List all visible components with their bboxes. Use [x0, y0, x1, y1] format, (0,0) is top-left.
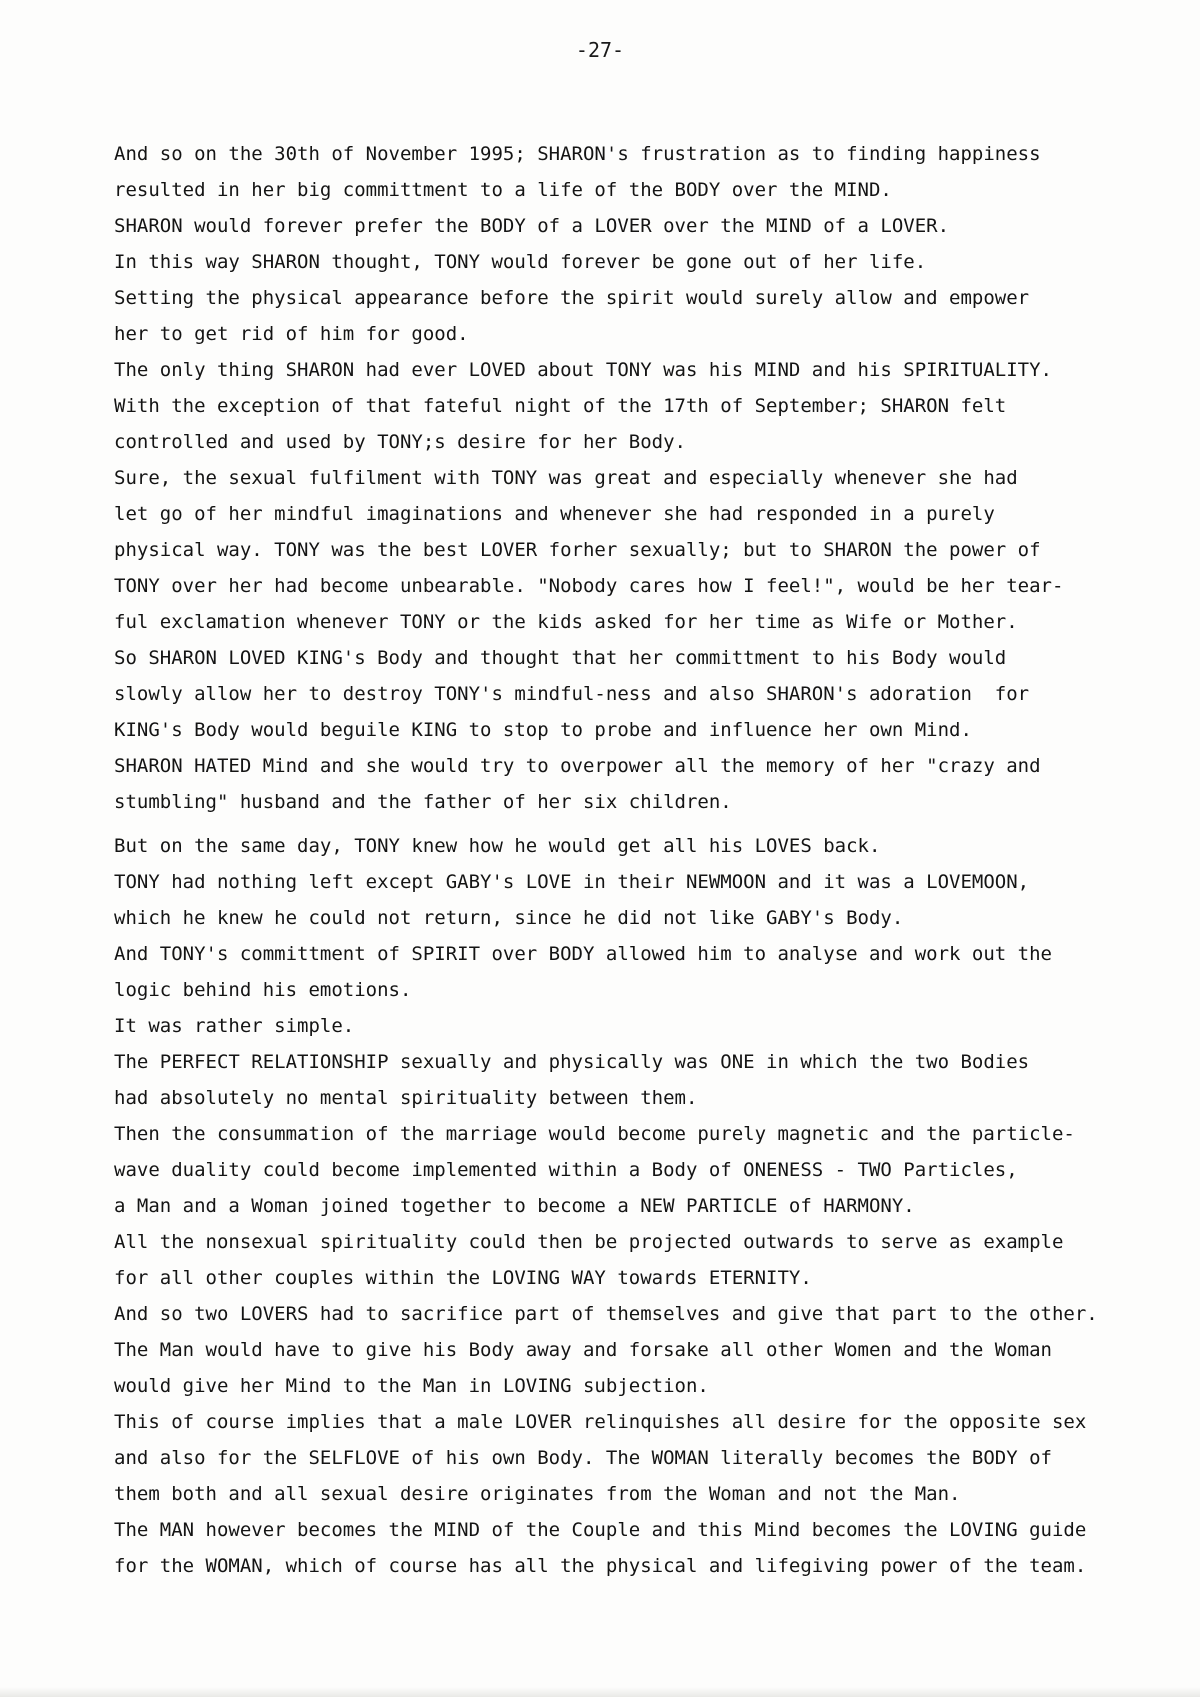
text-line: KING's Body would beguile KING to stop to probe and influence her own Mind. [114, 719, 972, 741]
text-line: for the WOMAN, which of course has all the physical and lifegiving power of the team. [114, 1555, 1087, 1577]
text-line: SHARON HATED Mind and she would try to overpower all the memory of her "crazy and [114, 755, 1041, 777]
text-line: would give her Mind to the Man in LOVING subjection. [114, 1375, 709, 1397]
text-line: ful exclamation whenever TONY or the kids asked for her time as Wife or Mother. [114, 611, 1018, 633]
text-line: controlled and used by TONY;s desire for her Body. [114, 431, 686, 453]
text-line: stumbling" husband and the father of her six children. [114, 791, 732, 813]
text-line: TONY over her had become unbearable. "Nobody cares how I feel!", would be her tear- [114, 575, 1064, 597]
text-line: And so on the 30th of November 1995; SHARON's frustration as to finding happiness [114, 143, 1041, 165]
text-line: And so two LOVERS had to sacrifice part of themselves and give that part to the other. [114, 1303, 1098, 1325]
text-line: which he knew he could not return, since he did not like GABY's Body. [114, 907, 904, 929]
text-line: This of course implies that a male LOVER relinquishes all desire for the opposite sex [114, 1411, 1087, 1433]
text-line: All the nonsexual spirituality could then be projected outwards to serve as example [114, 1231, 1064, 1253]
text-line: them both and all sexual desire originates from the Woman and not the Man. [114, 1483, 961, 1505]
body-text [114, 136, 1194, 1584]
text-line: Then the consummation of the marriage would become purely magnetic and the particle- [114, 1123, 1075, 1145]
text-line: TONY had nothing left except GABY's LOVE in their NEWMOON and it was a LOVEMOON, [114, 871, 1030, 893]
text-line: In this way SHARON thought, TONY would forever be gone out of her life. [114, 251, 927, 273]
text-line: let go of her mindful imaginations and whenever she had responded in a purely [114, 503, 995, 525]
text-line: wave duality could become implemented within a Body of ONENESS - TWO Particles, [114, 1159, 1018, 1181]
text-line: resulted in her big committment to a life of the BODY over the MIND. [114, 179, 892, 201]
text-line: her to get rid of him for good. [114, 323, 469, 345]
text-line: physical way. TONY was the best LOVER forher sexually; but to SHARON the power of [114, 539, 1041, 561]
text-line: With the exception of that fateful night of the 17th of September; SHARON felt [114, 395, 1007, 417]
text-line: And TONY's committment of SPIRIT over BODY allowed him to analyse and work out the [114, 943, 1052, 965]
text-line: The only thing SHARON had ever LOVED about TONY was his MIND and his SPIRITUALITY. [114, 359, 1052, 381]
text-line: had absolutely no mental spirituality between them. [114, 1087, 698, 1109]
text-line: and also for the SELFLOVE of his own Body. The WOMAN literally becomes the BODY of [114, 1447, 1052, 1469]
text-line: The MAN however becomes the MIND of the Couple and this Mind becomes the LOVING guide [114, 1519, 1087, 1541]
text-line: for all other couples within the LOVING WAY towards ETERNITY. [114, 1267, 812, 1289]
text-line: a Man and a Woman joined together to become a NEW PARTICLE of HARMONY. [114, 1195, 915, 1217]
text-line: Sure, the sexual fulfilment with TONY was great and especially whenever she had [114, 467, 1018, 489]
text-line: SHARON would forever prefer the BODY of a LOVER over the MIND of a LOVER. [114, 215, 950, 237]
page-number: -27- [575, 38, 625, 62]
text-line: The Man would have to give his Body away and forsake all other Women and the Woman [114, 1339, 1052, 1361]
text-line: It was rather simple. [114, 1015, 355, 1037]
text-line: But on the same day, TONY knew how he would get all his LOVES back. [114, 835, 881, 857]
text-line: slowly allow her to destroy TONY's mindful-ness and also SHARON's adoration for [114, 683, 1030, 705]
text-line: Setting the physical appearance before the spirit would surely allow and empower [114, 287, 1030, 309]
text-line: The PERFECT RELATIONSHIP sexually and physically was ONE in which the two Bodies [114, 1051, 1030, 1073]
text-line: logic behind his emotions. [114, 979, 412, 1001]
text-line: So SHARON LOVED KING's Body and thought that her committment to his Body would [114, 647, 1007, 669]
page-bottom-edge [0, 1687, 1200, 1697]
